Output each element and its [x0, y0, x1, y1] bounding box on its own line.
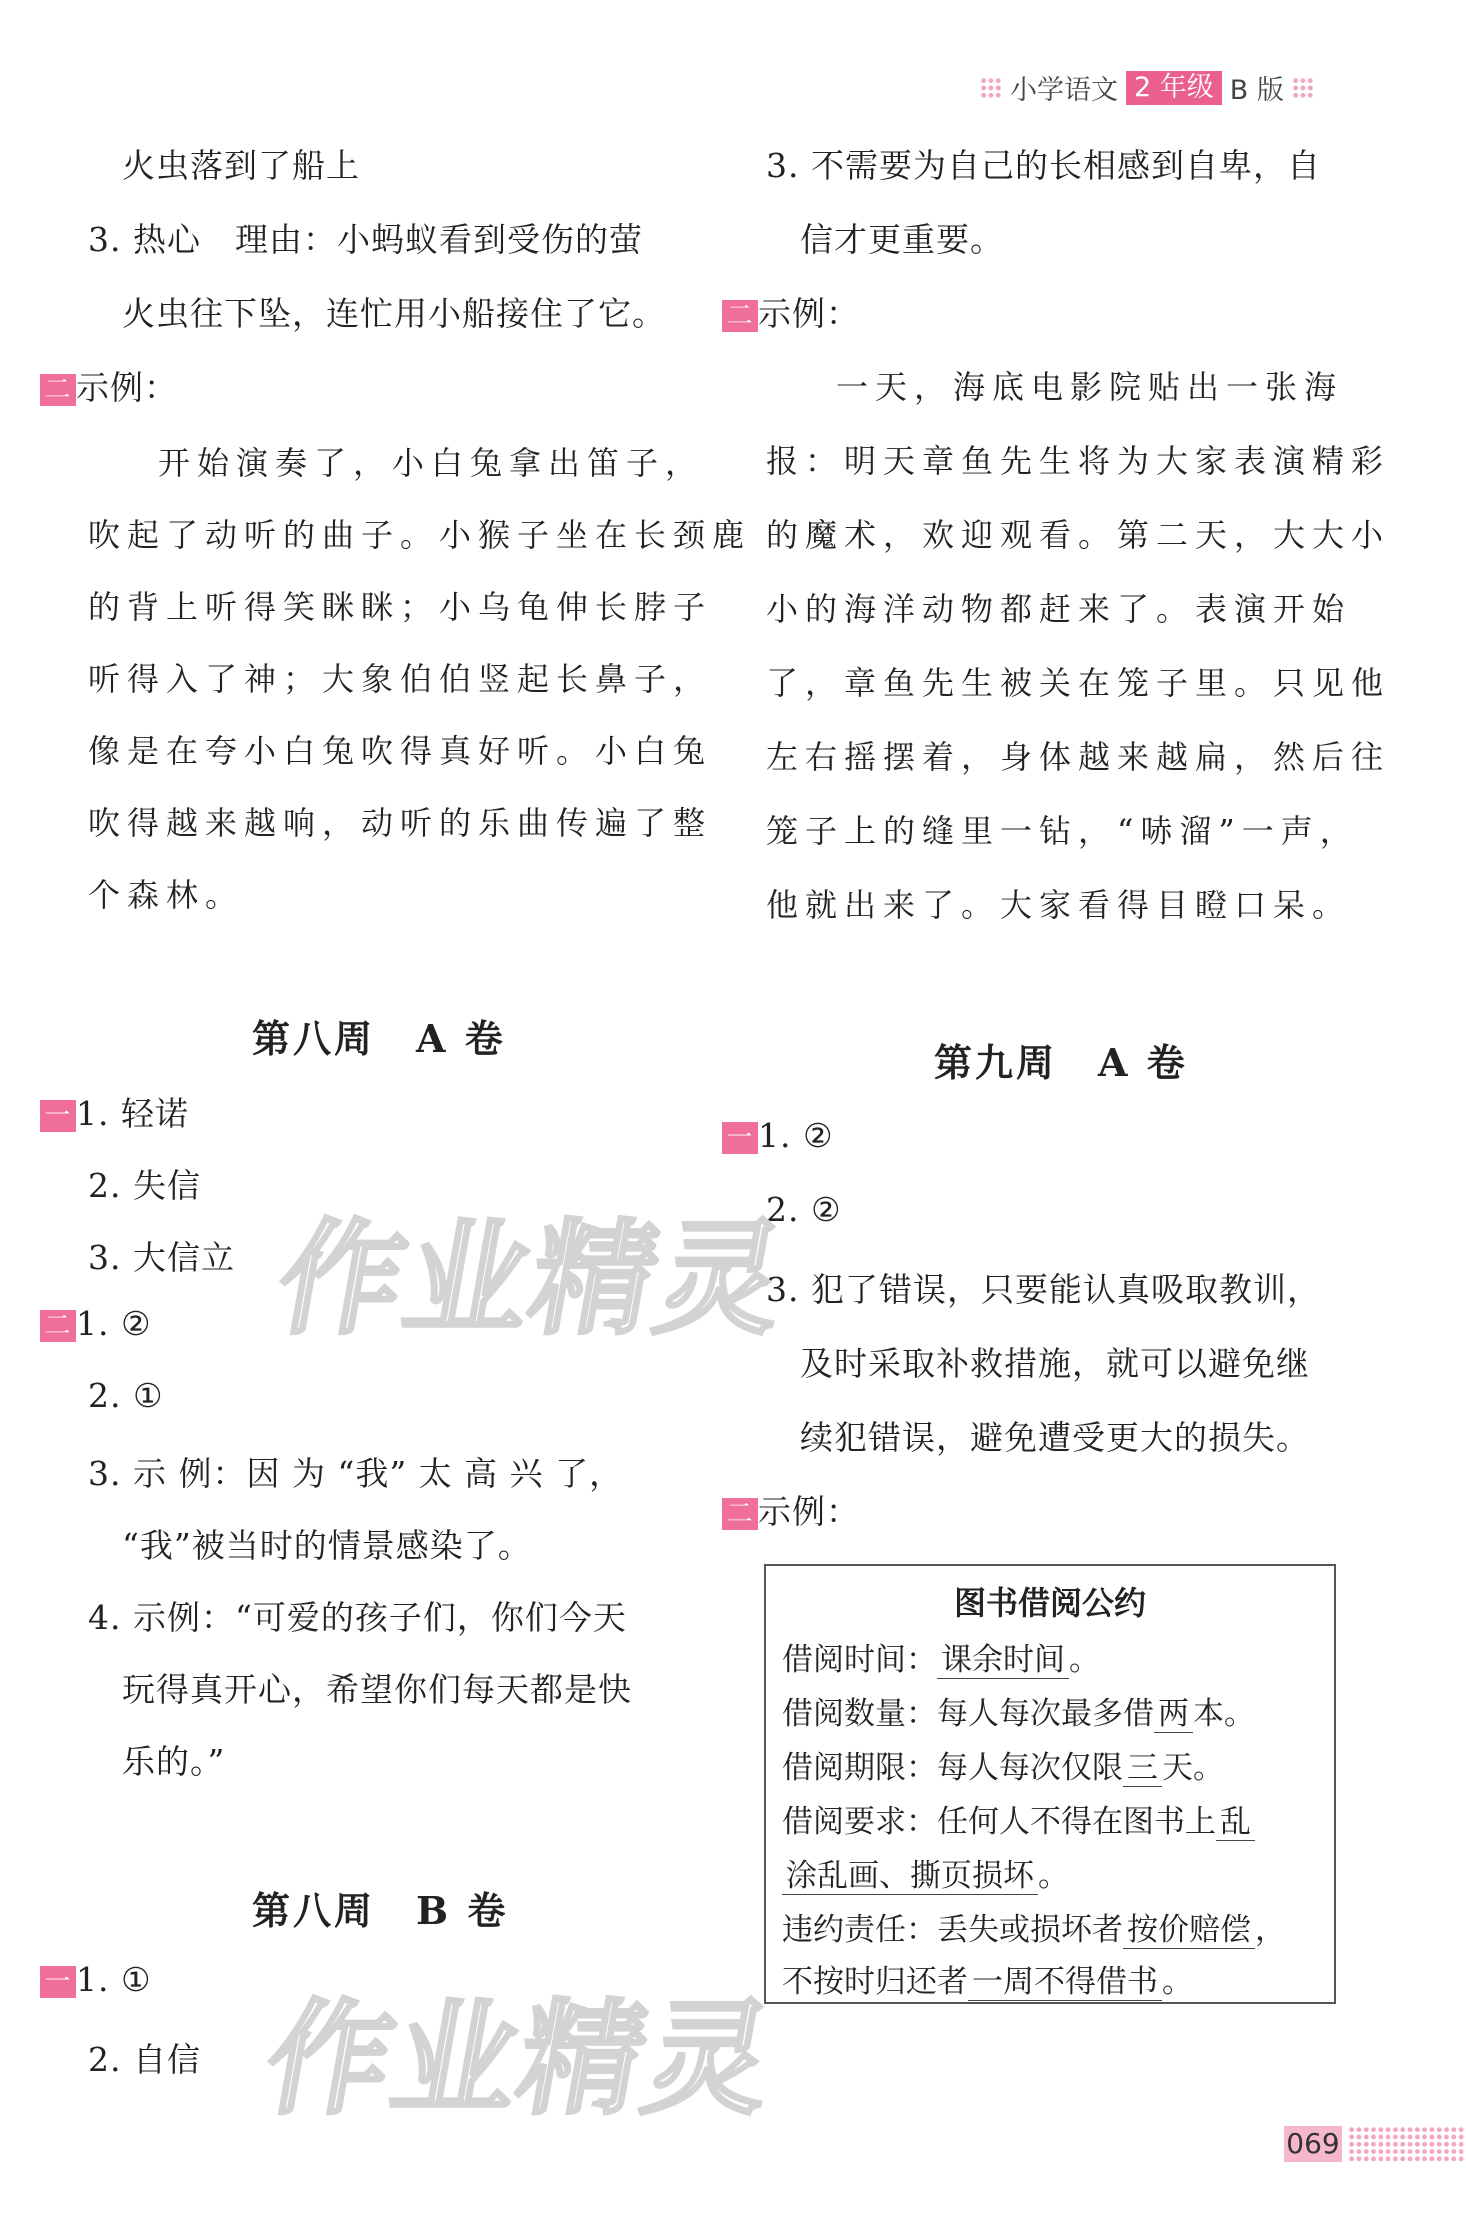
- rules-title: 图书借阅公约: [953, 1584, 1146, 1622]
- answer-line: 2. 失信: [88, 1166, 201, 1205]
- section-marker: 一: [40, 1966, 76, 1998]
- answer-text: 1. ①: [76, 1960, 152, 1999]
- answer-line: 火虫往下坠，连忙用小船接住了它。: [122, 294, 666, 333]
- essay-line: 吹起了动听的曲子。小猴子坐在长颈鹿: [88, 516, 752, 554]
- answer-line: 乐的。”: [122, 1742, 226, 1781]
- watermark: 作业精灵: [267, 1208, 797, 1352]
- answer-row: [722, 1116, 834, 1155]
- answer-line: 火虫落到了船上: [122, 146, 360, 185]
- essay-line: 他就出来了。大家看得目瞪口呆。: [766, 886, 1352, 924]
- essay-line: 听得入了神；大象伯伯竖起长鼻子，: [88, 660, 713, 698]
- dots-decoration-icon: [980, 77, 1002, 99]
- rules-violation: [782, 1904, 1286, 1949]
- rules-label: 违约责任：丢失或损坏者: [782, 1912, 1123, 1948]
- essay-line: 报：明天章鱼先生将为大家表演精彩: [766, 442, 1391, 480]
- answer-row: [40, 1304, 152, 1343]
- answer-line: 续犯错误，避免遭受更大的损失。: [800, 1418, 1310, 1457]
- punct: 。: [1162, 1964, 1193, 2000]
- answer-line: 3. 不需要为自己的长相感到自卑，自: [766, 146, 1321, 185]
- rules-quantity: [782, 1688, 1255, 1733]
- punct: 。: [1069, 1642, 1100, 1678]
- punct: 本。: [1193, 1696, 1255, 1732]
- essay-line: 像是在夸小白兔吹得真好听。小白兔: [88, 732, 713, 770]
- header-grade: 2 年级: [1126, 71, 1222, 105]
- rules-label: 借阅数量：每人每次最多借: [782, 1696, 1154, 1732]
- answer-line: 2. ①: [88, 1376, 164, 1415]
- answer-line: “我”被当时的情景感染了。: [122, 1526, 532, 1565]
- filled-answer: 课余时间: [937, 1642, 1069, 1679]
- section-marker: 二: [40, 374, 76, 406]
- section-marker: 二: [722, 300, 758, 332]
- punct: ，: [1255, 1912, 1286, 1948]
- essay-line: 的背上听得笑眯眯；小乌龟伸长脖子: [88, 588, 713, 626]
- essay-line: 了，章鱼先生被关在笼子里。只见他: [766, 664, 1391, 702]
- essay-line: 开始演奏了，小白兔拿出笛子，: [158, 444, 705, 482]
- answer-line: 3. 大信立: [88, 1238, 235, 1277]
- section-title: 第八周 A 卷: [252, 1016, 506, 1061]
- answer-text: 1. ②: [758, 1116, 834, 1155]
- example-label: 示例：: [758, 294, 860, 333]
- dots-decoration-icon: [1348, 2126, 1466, 2162]
- essay-line: 笼子上的缝里一钻，“哧溜”一声，: [766, 812, 1359, 850]
- answer-line: 3. 犯了错误，只要能认真吸取教训，: [766, 1270, 1321, 1309]
- example-label: 示例：: [76, 368, 178, 407]
- watermark: 作业精灵: [255, 1988, 785, 2132]
- answer-line: 3. 热心 理由：小蚂蚁看到受伤的萤: [88, 220, 643, 259]
- answer-row: [40, 1960, 152, 1999]
- answer-line: 玩得真开心，希望你们每天都是快: [122, 1670, 632, 1709]
- essay-line: 一天，海底电影院贴出一张海: [836, 368, 1344, 406]
- section-marker: 二: [722, 1498, 758, 1530]
- rules-requirement-cont: [782, 1850, 1069, 1895]
- dots-decoration-icon: [1292, 77, 1314, 99]
- rules-time: [782, 1634, 1100, 1679]
- page-number: 069: [1284, 2126, 1342, 2162]
- punct: 天。: [1162, 1750, 1224, 1786]
- answer-line: 2. ②: [766, 1190, 842, 1229]
- answer-line: 及时采取补救措施，就可以避免继: [800, 1344, 1310, 1383]
- page-header: [980, 68, 1314, 107]
- essay-line: 小的海洋动物都赶来了。表演开始: [766, 590, 1352, 628]
- essay-line: 吹得越来越响，动听的乐曲传遍了整: [88, 804, 713, 842]
- answer-line: 信才更重要。: [800, 220, 1004, 259]
- section-marker: 一: [40, 1100, 76, 1132]
- filled-answer: 一周不得借书: [968, 1964, 1162, 2001]
- example-label: 示例：: [758, 1492, 860, 1531]
- rules-label: 借阅要求：任何人不得在图书上: [782, 1804, 1216, 1840]
- section-marker: 二: [40, 1310, 76, 1342]
- header-edition: B 版: [1229, 75, 1284, 106]
- section-heading: [40, 362, 178, 409]
- section-marker: 一: [722, 1122, 758, 1154]
- section-title: 第八周 B 卷: [252, 1888, 509, 1933]
- essay-line: 左右摇摆着，身体越来越扁，然后往: [766, 738, 1391, 776]
- answer-row: [40, 1088, 189, 1135]
- answer-text: 1. ②: [76, 1304, 152, 1343]
- punct: 。: [1038, 1858, 1069, 1894]
- answer-text: 1. 轻诺: [76, 1094, 189, 1133]
- rules-requirement: [782, 1796, 1255, 1841]
- filled-answer: 涂乱画、撕页损坏: [782, 1858, 1038, 1895]
- answer-row: [722, 1486, 860, 1533]
- rules-label: 借阅期限：每人每次仅限: [782, 1750, 1123, 1786]
- filled-answer: 按价赔偿: [1123, 1912, 1255, 1949]
- library-rules-box: [764, 1564, 1336, 2004]
- answer-line: 4. 示例：“可爱的孩子们，你们今天: [88, 1598, 627, 1637]
- rules-label: 借阅时间：: [782, 1642, 937, 1678]
- essay-line: 个森林。: [88, 876, 245, 914]
- essay-line: 的魔术，欢迎观看。第二天，大大小: [766, 516, 1391, 554]
- filled-answer: 两: [1154, 1696, 1193, 1733]
- header-subject: 小学语文: [1010, 75, 1118, 106]
- answer-line: 3. 示 例：因 为 “我” 太 高 兴 了，: [88, 1454, 624, 1493]
- section-title: 第九周 A 卷: [934, 1040, 1188, 1085]
- answer-line: 2. 自信: [88, 2040, 201, 2079]
- rules-label: 不按时归还者: [782, 1964, 968, 2000]
- filled-answer: 三: [1123, 1750, 1162, 1787]
- section-heading: [722, 288, 860, 335]
- filled-answer: 乱: [1216, 1804, 1255, 1841]
- rules-limit: [782, 1742, 1224, 1787]
- rules-violation-cont: [782, 1956, 1193, 2001]
